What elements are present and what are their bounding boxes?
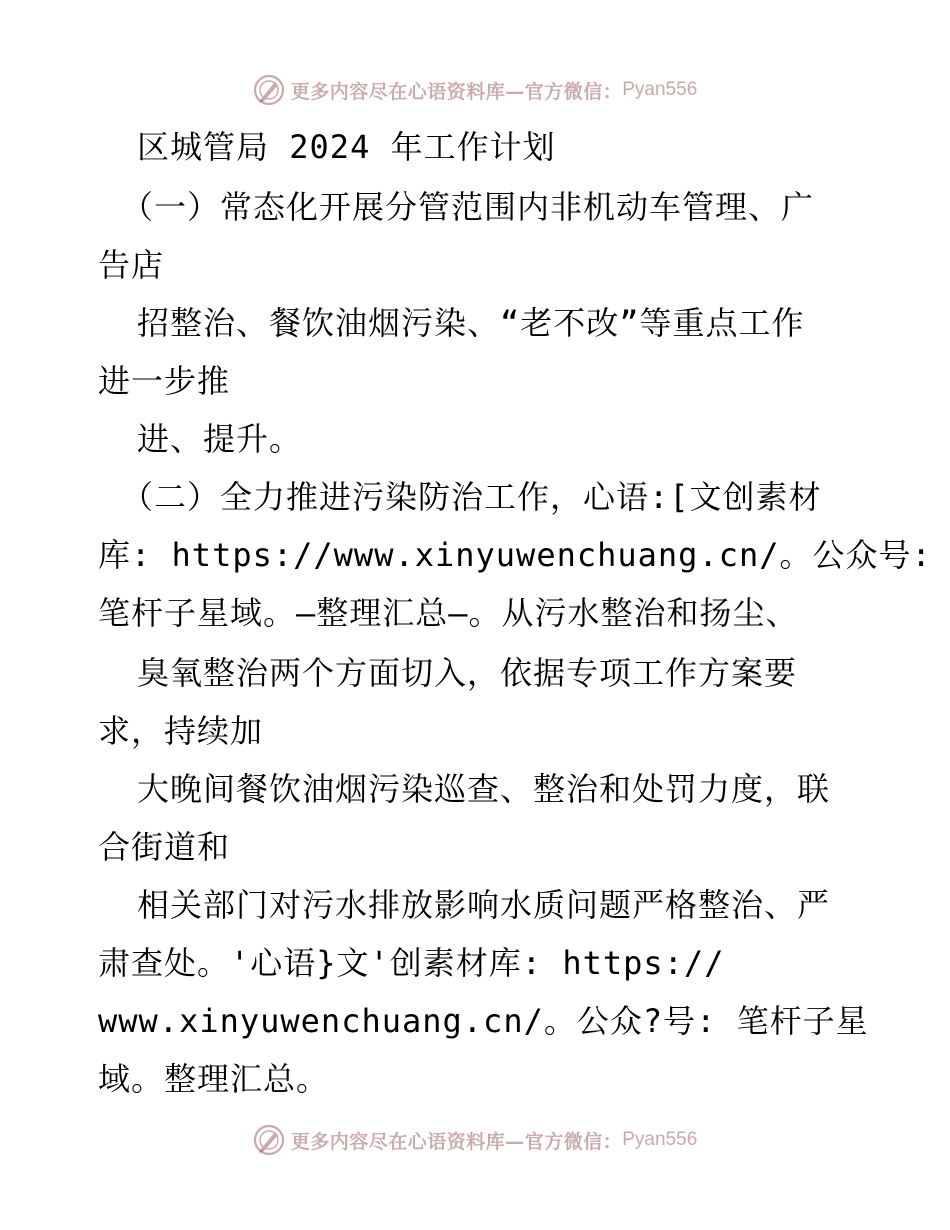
pen-logo-icon (253, 1124, 285, 1156)
document-title: 区城管局 2024 年工作计划 (137, 128, 556, 166)
paragraph-line: 域。整理汇总。 (98, 1060, 330, 1098)
watermark-text: 更多内容尽在心语资料库—官方微信： (290, 1130, 623, 1153)
paragraph-line: 笔杆子星域。—整理汇总—。从污水整治和扬尘、 (98, 594, 799, 632)
paragraph-line: 进一步推 (98, 362, 231, 400)
paragraph-line: 库: https://www.xinyuwenchuang.cn/。公众号: (98, 536, 932, 574)
paragraph-line: （一）常态化开展分管范围内非机动车管理、广 (121, 188, 815, 226)
paragraph-line: 相关部门对污水排放影响水质问题严格整治、严 (137, 886, 831, 924)
wechat-id: Pyan556 (622, 1129, 698, 1150)
paragraph-line: （二）全力推进污染防治工作，心语:[文创素材 (121, 478, 822, 516)
paragraph-line: 进、提升。 (137, 420, 303, 458)
paragraph-line: 求，持续加 (98, 712, 264, 750)
paragraph-line: 臭氧整治两个方面切入，依据专项工作方案要 (137, 654, 798, 692)
wechat-id: Pyan556 (622, 79, 698, 100)
paragraph-line: 招整治、餐饮油烟污染、“老不改”等重点工作 (137, 304, 805, 342)
watermark-text: 更多内容尽在心语资料库—官方微信： (290, 80, 623, 103)
watermark-banner-bottom (0, 1120, 950, 1160)
paragraph-line: 肃查处。'心语}文'创素材库: https:// (98, 944, 725, 982)
paragraph-line: 合街道和 (98, 828, 231, 866)
paragraph-line: 告店 (98, 246, 165, 284)
paragraph-line: 大晚间餐饮油烟污染巡查、整治和处罚力度，联 (137, 770, 831, 808)
paragraph-line: www.xinyuwenchuang.cn/。公众?号: 笔杆子星 (98, 1002, 869, 1040)
